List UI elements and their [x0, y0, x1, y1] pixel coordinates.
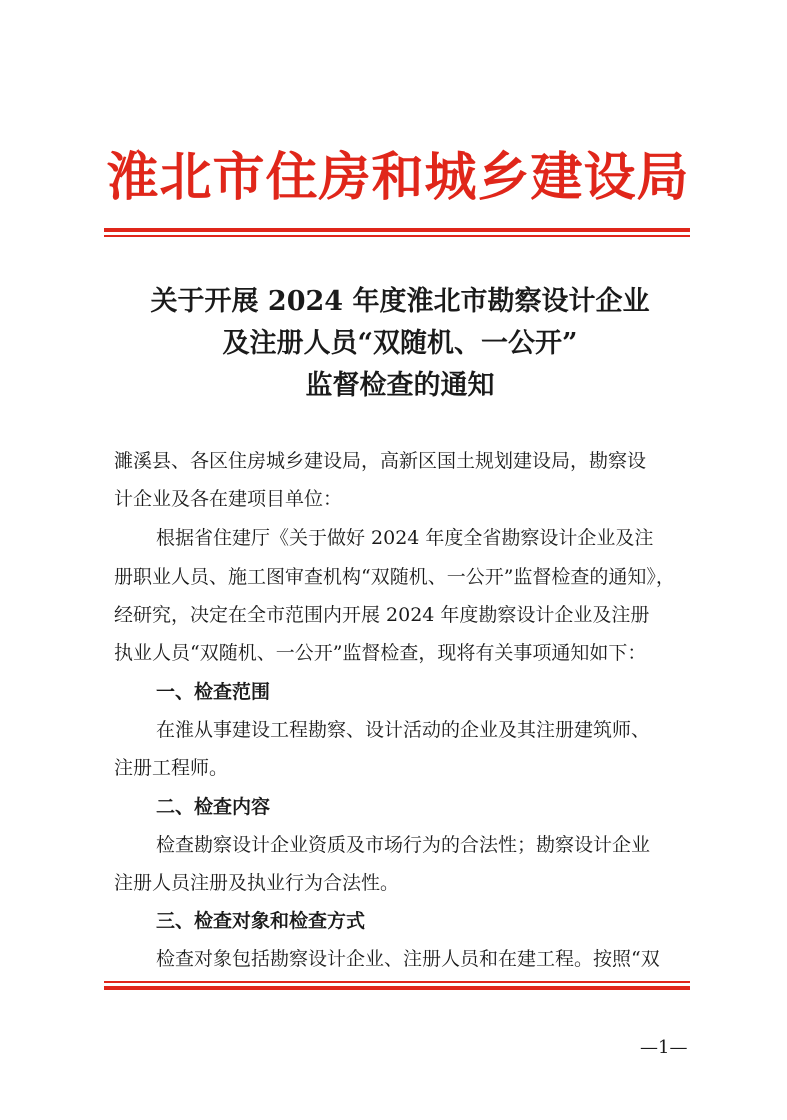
content-line-2: 注册人员注册及执业行为合法性。 — [114, 872, 400, 894]
footer-rule-thick — [104, 986, 690, 990]
section-heading-scope: 一、检查范围 — [156, 681, 271, 703]
masthead-org-name: 淮北市住房和城乡建设局 — [106, 148, 690, 208]
addressee-line-1: 濉溪县、各区住房城乡建设局，高新区国土规划建设局，勘察设 — [114, 450, 647, 472]
targets-line-1: 检查对象包括勘察设计企业、注册人员和在建工程。按照“双 — [156, 948, 660, 970]
notice-title-line-1: 关于开展 2024 年度淮北市勘察设计企业 — [150, 286, 650, 317]
intro-line-3: 经研究，决定在全市范围内开展 2024 年度勘察设计企业及注册 — [114, 604, 650, 626]
content-line-1: 检查勘察设计企业资质及市场行为的合法性；勘察设计企业 — [156, 834, 651, 856]
intro-line-2: 册职业人员、施工图审查机构“双随机、一公开”监督检查的通知》， — [114, 566, 675, 588]
intro-line-1: 根据省住建厅《关于做好 2024 年度全省勘察设计企业及注 — [156, 527, 654, 549]
section-heading-content: 二、检查内容 — [156, 796, 271, 818]
masthead-rule-thick — [104, 228, 690, 232]
intro-line-4: 执业人员“双随机、一公开”监督检查，现将有关事项通知如下： — [114, 642, 647, 664]
page-number: —1— — [640, 1037, 688, 1058]
footer-rule-thin — [104, 981, 690, 983]
scope-line-1: 在淮从事建设工程勘察、设计活动的企业及其注册建筑师、 — [156, 719, 651, 741]
notice-title-line-3: 监督检查的通知 — [305, 370, 495, 401]
section-heading-targets: 三、检查对象和检查方式 — [156, 910, 366, 932]
notice-title-line-2: 及注册人员“双随机、一公开” — [222, 328, 578, 359]
masthead-rule-thin — [104, 235, 690, 237]
addressee-line-2: 计企业及各在建项目单位： — [114, 488, 343, 510]
scope-line-2: 注册工程师。 — [114, 757, 229, 779]
